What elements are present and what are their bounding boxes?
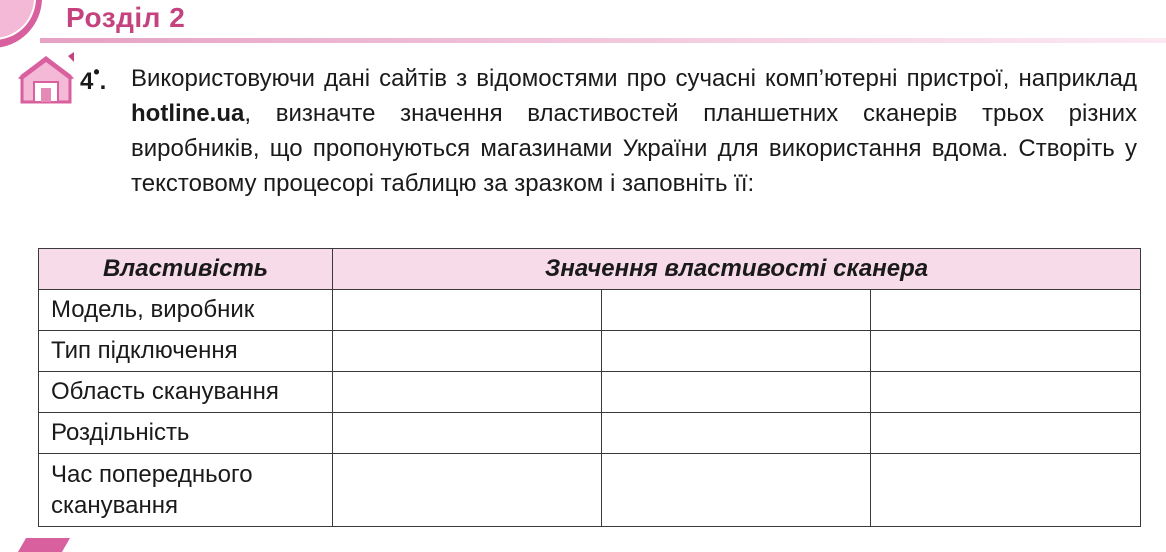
property-cell: Роздільність	[39, 413, 333, 454]
page-bottom-mark	[18, 538, 70, 552]
property-cell: Область сканування	[39, 372, 333, 413]
value-cell	[871, 290, 1141, 331]
property-cell: Тип підключення	[39, 331, 333, 372]
value-cell	[333, 413, 602, 454]
value-cell	[871, 331, 1141, 372]
value-cell	[602, 372, 871, 413]
table-row	[39, 454, 1141, 527]
scanner-properties-table	[38, 248, 1141, 527]
table-row	[39, 290, 1141, 331]
task-number: 4•.	[80, 62, 107, 95]
value-cell	[333, 290, 602, 331]
header-property: Властивість	[39, 249, 333, 290]
value-cell	[871, 372, 1141, 413]
table-row	[39, 372, 1141, 413]
table-row	[39, 331, 1141, 372]
value-cell	[602, 413, 871, 454]
value-cell	[333, 372, 602, 413]
header-value: Значення властивості сканера	[333, 249, 1141, 290]
value-cell	[333, 454, 602, 527]
site-link-text: hotline.ua	[131, 100, 245, 127]
value-cell	[333, 331, 602, 372]
table-header-row	[39, 249, 1141, 290]
home-icon	[16, 52, 76, 106]
section-title: Розділ 2	[66, 2, 186, 33]
header-rule	[40, 38, 1166, 43]
task-text: Використовуючи дані сайтів з відомостями про сучасні комп’ютерні пристрої, наприклад hotline.ua, визначте значення властивостей планшетних сканерів трьох різних виробників, що пропонуються магазинами України для використання вдома. Створіть у текстовому процесорі таблицю за зразком і заповніть її:	[131, 65, 1137, 197]
property-cell: Модель, виробник	[39, 290, 333, 331]
value-cell	[602, 290, 871, 331]
table-row	[39, 413, 1141, 454]
value-cell	[871, 454, 1141, 527]
value-cell	[602, 331, 871, 372]
value-cell	[871, 413, 1141, 454]
property-cell: Час попереднього сканування	[39, 454, 333, 527]
value-cell	[602, 454, 871, 527]
